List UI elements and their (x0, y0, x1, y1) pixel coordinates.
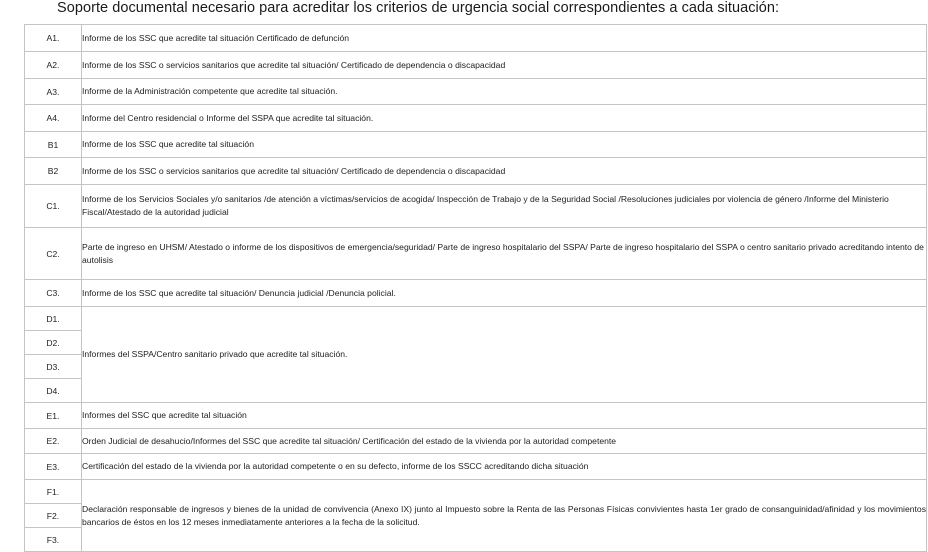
table-row (25, 79, 927, 105)
criterion-code: E1. (25, 403, 82, 429)
criterion-code: D2. (25, 331, 82, 355)
table-row (25, 105, 927, 132)
table-row (25, 307, 927, 331)
table-row (25, 280, 927, 307)
required-document: Informe de los Servicios Sociales y/o sanitarios /de atención a víctimas/servicios de acogida/ Inspección de Trabajo y de la Seguridad Social /Resoluciones judiciales por violencia de género /Informe del Ministerio Fiscal/Atestado de la autoridad judicial (82, 185, 927, 228)
criterion-code: F1. (25, 480, 82, 504)
table-row (25, 403, 927, 429)
table-row (25, 25, 927, 52)
required-document: Informe de los SSC o servicios sanitarios que acredite tal situación/ Certificado de dependencia o discapacidad (82, 158, 927, 185)
criterion-code: A3. (25, 79, 82, 105)
required-document: Parte de ingreso en UHSM/ Atestado o informe de los dispositivos de emergencia/seguridad/ Parte de ingreso hospitalario del SSPA/ Parte de ingreso hospitalario del SSPA o centro sanitario privado acreditando intento de autolisis (82, 228, 927, 280)
table-row (25, 454, 927, 480)
criterion-code: C1. (25, 185, 82, 228)
table-row (25, 429, 927, 454)
criterion-code: E3. (25, 454, 82, 480)
required-document: Certificación del estado de la vivienda por la autoridad competente o en su defecto, informe de los SSCC acreditando dicha situación (82, 454, 927, 480)
required-document: Informe de la Administración competente que acredite tal situación. (82, 79, 927, 105)
criterion-code: F3. (25, 528, 82, 552)
table-row (25, 185, 927, 228)
table-row (25, 480, 927, 504)
criterion-code: D3. (25, 355, 82, 379)
required-document: Informe de los SSC que acredite tal situación Certificado de defunción (82, 25, 927, 52)
required-document: Informes del SSPA/Centro sanitario privado que acredite tal situación. (82, 307, 927, 403)
documentation-table (24, 24, 927, 552)
required-document: Orden Judicial de desahucio/Informes del SSC que acredite tal situación/ Certificación del estado de la vivienda por la autoridad competente (82, 429, 927, 454)
table-row (25, 132, 927, 158)
table-row (25, 228, 927, 280)
criterion-code: C3. (25, 280, 82, 307)
required-document: Declaración responsable de ingresos y bienes de la unidad de convivencia (Anexo IX) junto al Impuesto sobre la Renta de las Personas Físicas convivientes hasta 1er grado de consanguinidad/afinidad y los movimientos bancarios de éstos en los 12 meses inmediatamente anteriores a la fecha de la solicitud. (82, 480, 927, 552)
criterion-code: A4. (25, 105, 82, 132)
table-row (25, 158, 927, 185)
table-row (25, 52, 927, 79)
required-document: Informe de los SSC que acredite tal situación/ Denuncia judicial /Denuncia policial. (82, 280, 927, 307)
criterion-code: B2 (25, 158, 82, 185)
document-heading: Soporte documental necesario para acreditar los criterios de urgencia social correspondientes a cada situación: (57, 0, 780, 16)
required-document: Informe de los SSC o servicios sanitarios que acredite tal situación/ Certificado de dependencia o discapacidad (82, 52, 927, 79)
criterion-code: C2. (25, 228, 82, 280)
criterion-code: D4. (25, 379, 82, 403)
required-document: Informe de los SSC que acredite tal situación (82, 132, 927, 158)
criterion-code: A1. (25, 25, 82, 52)
criterion-code: D1. (25, 307, 82, 331)
criterion-code: A2. (25, 52, 82, 79)
required-document: Informe del Centro residencial o Informe del SSPA que acredite tal situación. (82, 105, 927, 132)
criterion-code: F2. (25, 504, 82, 528)
required-document: Informes del SSC que acredite tal situación (82, 403, 927, 429)
criterion-code: E2. (25, 429, 82, 454)
criterion-code: B1 (25, 132, 82, 158)
